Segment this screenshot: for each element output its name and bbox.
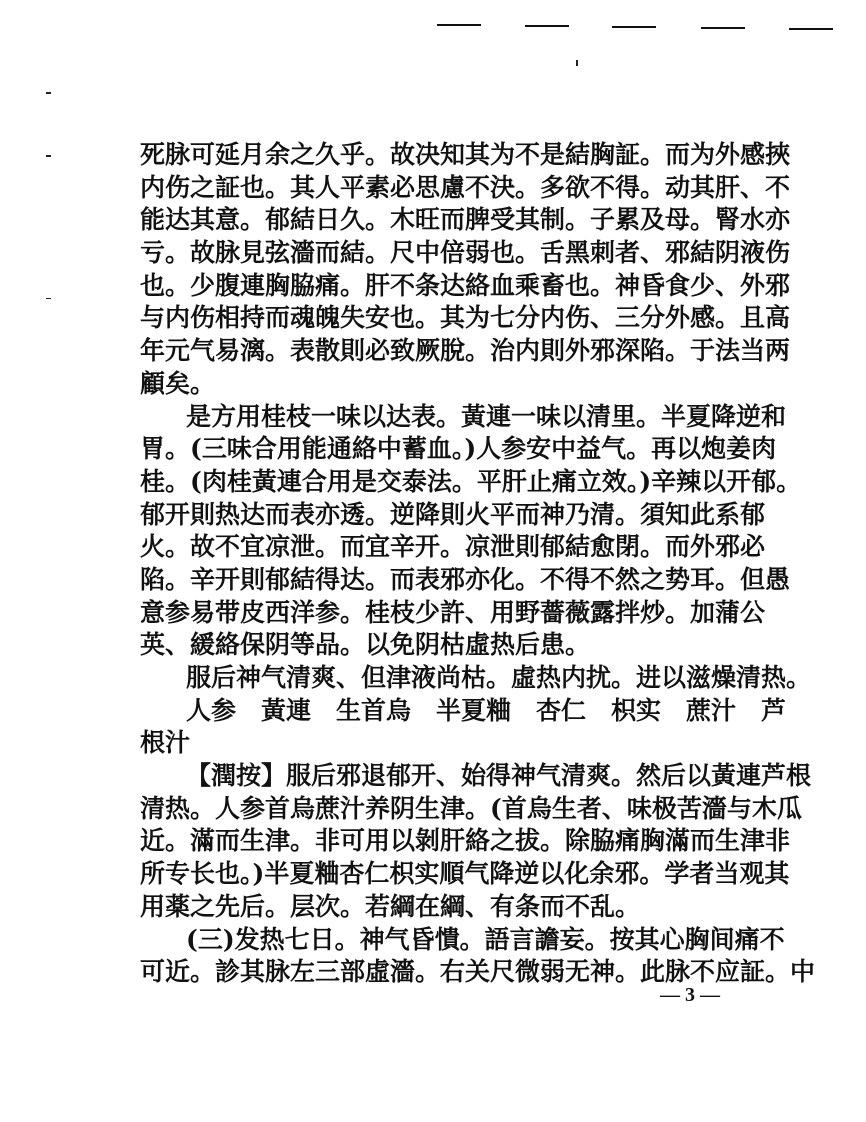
text-line: 能达其意。郁結日久。木旺而脾受其制。子累及母。腎水亦 — [140, 205, 791, 235]
scan-speck — [46, 155, 51, 157]
header-rule — [437, 24, 481, 26]
text-line: 内伤之証也。其人平素必思慮不決。多欲不得。动其肝、不 — [140, 172, 791, 202]
header-rule — [612, 26, 656, 28]
text-line: (三)发热七日。神气昏憒。語言譫妄。按其心胸间痛不 — [186, 924, 785, 954]
text-line: 顧矣。 — [140, 368, 216, 398]
text-line: 近。滿而生津。非可用以剝肝絡之拔。除脇痛胸滿而生津非 — [140, 826, 791, 856]
text-line: 人参 黃連 生首烏 半夏粬 杏仁 枳实 蔗汁 芦 — [186, 695, 787, 725]
text-line: 郁开則热达而表亦透。逆降則火平而神乃清。須知此系郁 — [140, 499, 766, 529]
text-line: 根汁 — [140, 728, 191, 758]
text-line: 桂。(肉桂黃連合用是交泰法。平肝止痛立效。)辛辣以开郁。 — [140, 466, 802, 496]
scan-speck — [576, 60, 578, 66]
page-number: — 3 — — [660, 984, 720, 1006]
text-line: 清热。人参首烏蔗汁养阴生津。(首烏生者、味极苦濇与木瓜 — [140, 793, 802, 823]
scan-speck — [46, 298, 51, 299]
text-line: 服后神气清爽、但津液尚枯。虛热内扰。进以滋燥清热。 — [186, 663, 812, 692]
text-line: 死脉可延月余之久乎。故决知其为不是結胸証。而为外感挾 — [140, 140, 791, 169]
text-line: 是方用桂枝一味以达表。黃連一味以清里。半夏降逆和 — [186, 401, 787, 431]
header-rule — [701, 27, 745, 29]
header-rule — [525, 25, 569, 27]
text-line: 年元气易漓。表散則必致厥脫。治内則外邪深陷。于法当两 — [140, 336, 791, 366]
text-line: 【潤按】服后邪退郁开、始得神气清爽。然后以黃連芦根 — [186, 761, 812, 791]
text-line: 意参易带皮西洋参。桂枝少許、用野薔薇露拌炒。加蒲公 — [140, 597, 766, 627]
text-line: 用薬之先后。层次。若綱在綱、有条而不乱。 — [140, 891, 641, 921]
text-line: 与内伤相持而魂魄失安也。其为七分内伤、三分外感。且高 — [140, 303, 791, 333]
text-line: 英、緩絡保阴等品。以免阴枯虛热后患。 — [140, 630, 591, 660]
header-rule — [789, 28, 833, 30]
text-line: 亏。故脉見弦濇而結。尺中倍弱也。舌黑刺者、邪結阴液伤 — [140, 238, 791, 268]
text-line: 所专长也。)半夏粬杏仁枳实順气降逆以化余邪。学者当观其 — [140, 859, 790, 889]
text-line: 也。少腹連胸脇痛。肝不条达絡血乘畜也。神昏食少、外邪 — [140, 270, 791, 300]
scan-speck — [46, 92, 51, 94]
body-text — [140, 139, 816, 989]
text-line: 陷。辛开則郁結得达。而表邪亦化。不得不然之势耳。但愚 — [140, 564, 791, 594]
text-line: 胃。(三味合用能通絡中蓄血。)人参安中益气。再以炮姜肉 — [140, 434, 777, 464]
text-line: 可近。診其脉左三部虛濇。右关尺微弱无神。此脉不应証。中 — [140, 957, 816, 987]
text-line: 火。故不宜凉泄。而宜辛开。凉泄則郁結愈閉。而外邪必 — [140, 532, 766, 562]
